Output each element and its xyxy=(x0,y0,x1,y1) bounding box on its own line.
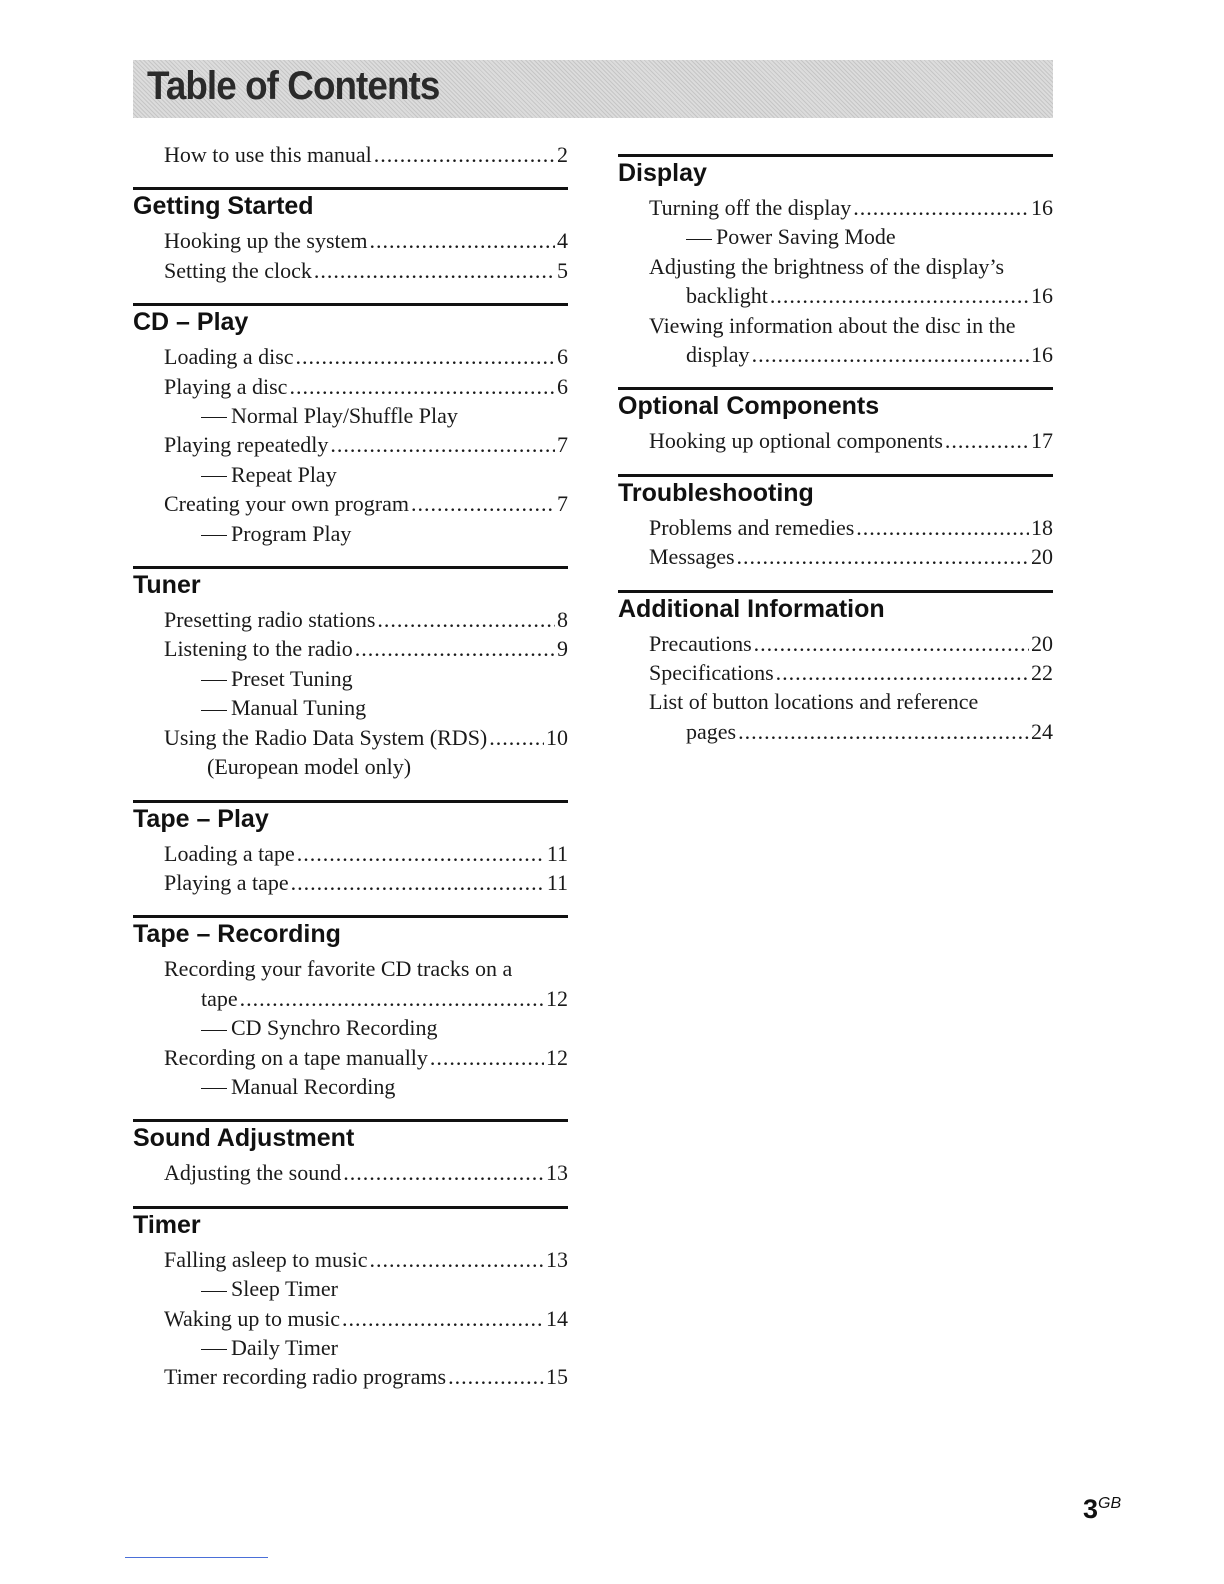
toc-subnote: Power Saving Mode xyxy=(686,222,1053,251)
section-optional-components xyxy=(618,387,1053,455)
toc-entry[interactable]: Recording on a tape manually ..... 12 xyxy=(164,1043,568,1072)
toc-subnote: Repeat Play xyxy=(201,460,568,489)
toc-entry[interactable]: Problems and remedies ..... 18 xyxy=(649,513,1053,542)
toc-subnote: Daily Timer xyxy=(201,1333,568,1362)
section-getting-started xyxy=(133,187,568,285)
toc-entry-line[interactable]: Recording your favorite CD tracks on a xyxy=(164,956,513,982)
toc-entry[interactable]: Timer recording radio programs ..... 15 xyxy=(164,1362,568,1391)
footer-rule xyxy=(125,1557,268,1558)
toc-entry[interactable]: Turning off the display ..... 16 xyxy=(649,193,1053,222)
toc-entry[interactable]: Playing a tape ..... 11 xyxy=(164,868,568,897)
toc-entry[interactable]: Falling asleep to music ..... 13 xyxy=(164,1245,568,1274)
toc-subnote: Manual Recording xyxy=(201,1072,568,1101)
toc-entry[interactable]: tape ..... 12 xyxy=(201,984,568,1013)
toc-subnote: Normal Play/Shuffle Play xyxy=(201,401,568,430)
section-heading: Sound Adjustment xyxy=(133,1124,355,1153)
toc-entry[interactable]: Using the Radio Data System (RDS) ..... 10 xyxy=(164,723,568,752)
section-additional-information xyxy=(618,590,1053,747)
section-heading: Troubleshooting xyxy=(618,478,814,507)
toc-entry[interactable]: Creating your own program ..... 7 xyxy=(164,489,568,518)
section-tape-play xyxy=(133,800,568,898)
section-heading: Optional Components xyxy=(618,392,880,421)
toc-right-column xyxy=(618,140,1053,746)
toc-entry[interactable]: Messages ..... 20 xyxy=(649,542,1053,571)
toc-entry[interactable]: Specifications ..... 22 xyxy=(649,658,1053,687)
toc-entry[interactable]: Playing a disc ..... 6 xyxy=(164,372,568,401)
section-timer xyxy=(133,1206,568,1392)
toc-entry[interactable]: backlight ..... 16 xyxy=(686,281,1053,310)
page-number: $3^{GB}$ xyxy=(1083,1494,1122,1524)
toc-entry-line[interactable]: Viewing information about the disc in the xyxy=(649,312,1016,338)
toc-entry[interactable]: display ..... 16 xyxy=(686,340,1053,369)
title-banner xyxy=(133,60,1053,118)
toc-entry[interactable]: Hooking up the system ..... 4 xyxy=(164,226,568,255)
section-heading: Getting Started xyxy=(133,192,314,221)
toc-left-column xyxy=(133,140,568,1392)
toc-entry[interactable]: Hooking up optional components ..... 17 xyxy=(649,426,1053,455)
section-sound-adjustment xyxy=(133,1119,568,1187)
section-tape-recording xyxy=(133,915,568,1101)
section-heading: CD – Play xyxy=(133,308,249,337)
section-heading: Additional Information xyxy=(618,594,885,623)
toc-entry[interactable]: Adjusting the sound ..... 13 xyxy=(164,1158,568,1187)
toc-subnote: Preset Tuning xyxy=(201,664,568,693)
toc-entry[interactable]: Playing repeatedly ..... 7 xyxy=(164,430,568,459)
section-display xyxy=(618,154,1053,369)
section-heading: Display xyxy=(618,159,707,187)
toc-entry[interactable]: Setting the clock ..... 5 xyxy=(164,256,568,285)
toc-entry-line[interactable]: List of button locations and reference xyxy=(649,689,979,715)
section-cd-play xyxy=(133,303,568,548)
toc-entry[interactable]: How to use this manual ..... 2 xyxy=(164,140,568,169)
section-heading: Timer xyxy=(133,1210,201,1239)
toc-subnote: CD Synchro Recording xyxy=(201,1013,568,1042)
section-heading: Tape – Play xyxy=(133,804,269,833)
toc-entry[interactable]: Loading a disc ..... 6 xyxy=(164,342,568,371)
toc-entry[interactable]: Listening to the radio ..... 9 xyxy=(164,634,568,663)
toc-subnote: (European model only) xyxy=(207,754,412,780)
toc-entry[interactable]: Precautions ..... 20 xyxy=(649,629,1053,658)
section-heading: Tuner xyxy=(133,571,201,600)
section-troubleshooting xyxy=(618,474,1053,572)
toc-subnote: Manual Tuning xyxy=(201,693,568,722)
page-title: Table of Contents xyxy=(147,64,440,108)
toc-entry[interactable]: Loading a tape ..... 11 xyxy=(164,839,568,868)
toc-entry[interactable]: pages ..... 24 xyxy=(686,717,1053,746)
toc-subnote: Program Play xyxy=(201,519,568,548)
toc-entry-line[interactable]: Adjusting the brightness of the display’s xyxy=(649,253,1005,279)
toc-subnote: Sleep Timer xyxy=(201,1274,568,1303)
page-ref: 2 xyxy=(557,142,568,167)
toc-entry[interactable]: Presetting radio stations ..... 8 xyxy=(164,605,568,634)
toc-entry[interactable]: Waking up to music ..... 14 xyxy=(164,1304,568,1333)
section-heading: Tape – Recording xyxy=(133,920,341,949)
section-tuner xyxy=(133,566,568,781)
